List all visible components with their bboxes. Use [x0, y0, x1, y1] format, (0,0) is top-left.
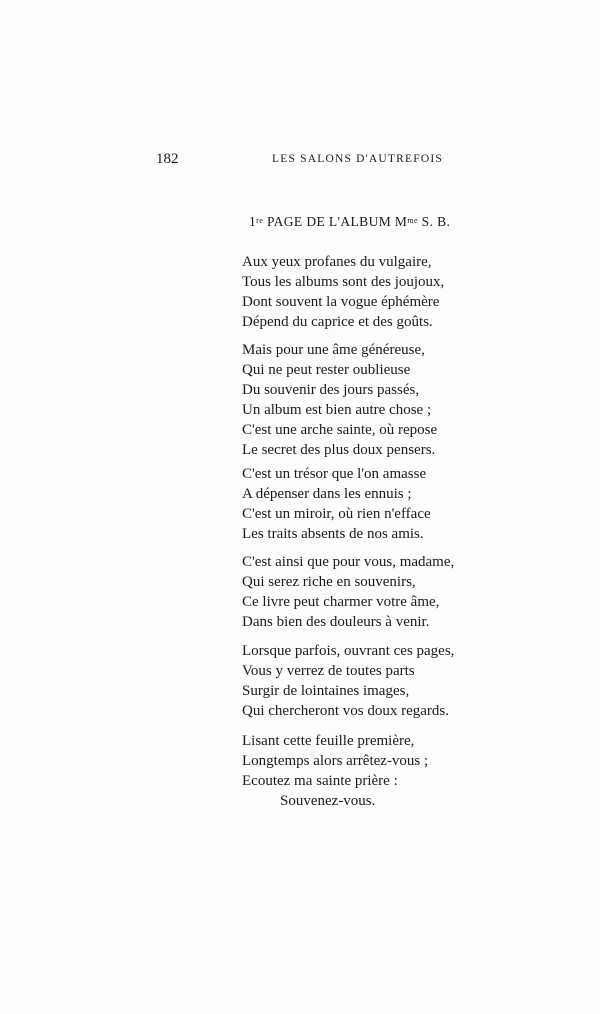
verse-line: Longtemps alors arrêtez-vous ; — [242, 753, 429, 769]
stanza-4 — [242, 552, 454, 632]
poem-title-end: S. B. — [417, 214, 451, 229]
verse-line: C'est un trésor que l'on amasse — [242, 466, 427, 482]
verse-line: Ecoutez ma sainte prière : — [242, 773, 398, 789]
verse-line: Un album est bien autre chose ; — [242, 402, 432, 418]
verse-line: A dépenser dans les ennuis ; — [242, 486, 412, 502]
verse-line: Mais pour une âme généreuse, — [242, 342, 425, 358]
verse-line: Dont souvent la vogue éphémère — [242, 294, 440, 310]
poem-title-sup: me — [407, 216, 418, 225]
poem-title-prefix: 1 — [249, 214, 257, 229]
verse-line: Qui serez riche en souvenirs, — [242, 574, 416, 590]
stanza-6 — [242, 731, 428, 811]
verse-line: Les traits absents de nos amis. — [242, 526, 424, 542]
verse-line: Dans bien des douleurs à venir. — [242, 614, 430, 630]
verse-line: Aux yeux profanes du vulgaire, — [242, 254, 432, 270]
verse-line: Surgir de lointaines images, — [242, 683, 410, 699]
verse-line: C'est une arche sainte, où repose — [242, 422, 438, 438]
verse-line-closing: Souvenez-vous. — [280, 793, 376, 809]
verse-line: Tous les albums sont des joujoux, — [242, 274, 445, 290]
verse-line: Dépend du caprice et des goûts. — [242, 314, 433, 330]
verse-line: Qui ne peut rester oublieuse — [242, 362, 411, 378]
verse-line: Qui chercheront vos doux regards. — [242, 703, 450, 719]
verse-line: Le secret des plus doux pensers. — [242, 442, 436, 458]
verse-line: Du souvenir des jours passés, — [242, 382, 420, 398]
stanza-2 — [242, 340, 437, 460]
stanza-1 — [242, 252, 444, 332]
verse-line: Lorsque parfois, ouvrant ces pages, — [242, 643, 455, 659]
stanza-5 — [242, 641, 454, 721]
verse-line: Vous y verrez de toutes parts — [242, 663, 415, 679]
verse-line: Lisant cette feuille première, — [242, 733, 415, 749]
poem-title-main: PAGE DE L'ALBUM M — [263, 214, 408, 229]
poem-title — [249, 214, 450, 230]
poem-title-prefix-sup: re — [256, 216, 264, 225]
page-number: 182 — [156, 151, 179, 167]
verse-line: Ce livre peut charmer votre âme, — [242, 594, 440, 610]
verse-line: C'est ainsi que pour vous, madame, — [242, 554, 455, 570]
stanza-3 — [242, 464, 431, 544]
running-title: LES SALONS D'AUTREFOIS — [272, 153, 443, 165]
verse-line: C'est un miroir, où rien n'efface — [242, 506, 431, 522]
